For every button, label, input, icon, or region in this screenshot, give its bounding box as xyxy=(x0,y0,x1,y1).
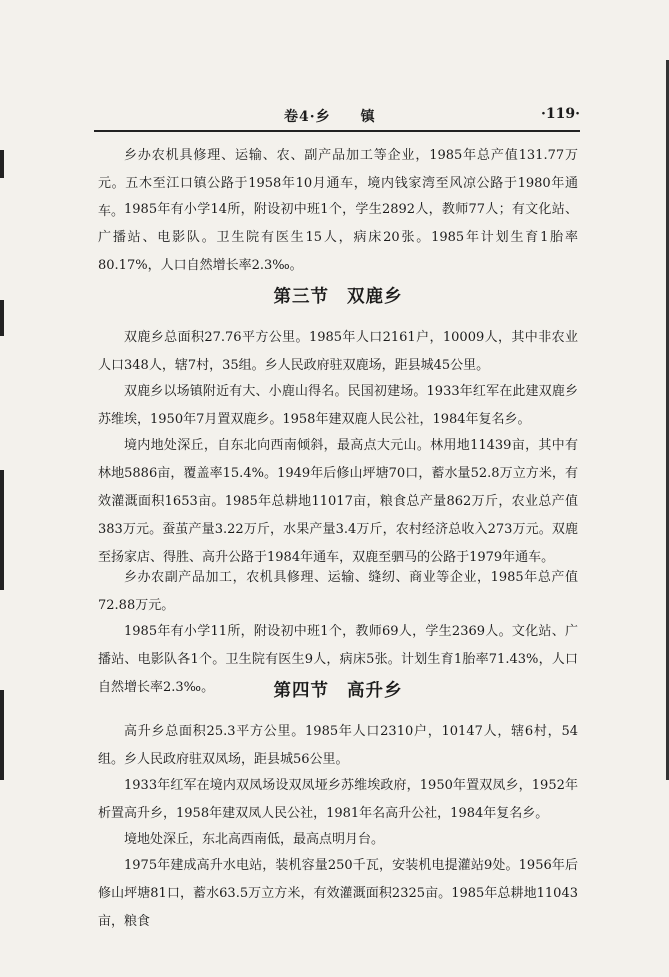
paragraph: 境地处深丘，东北高西南低，最高点明月台。 xyxy=(124,832,385,847)
paragraph: 高升乡总面积25.3平方公里。1985年人口2310户，10147人，辖6村，54组。乡人民政府驻双凤场，距县城56公里。 xyxy=(98,724,578,767)
scan-edge-mark xyxy=(0,300,4,336)
section-title: 高升乡 xyxy=(347,681,403,701)
paragraph: 双鹿乡总面积27.76平方公里。1985年人口2161户，10009人，其中非农业人口348人，辖7村，35组。乡人民政府驻双鹿场，距县城45公里。 xyxy=(98,330,578,373)
paragraph: 1985年有小学14所，附设初中班1个，学生2892人，教师77人；有文化站、广播站、电影队。卫生院有医生15人，病床20张。1985年计划生育1胎率80.17%，人口自然增长率2.3‰。 xyxy=(98,202,578,273)
section-number: 第三节 xyxy=(273,287,329,307)
section-number: 第四节 xyxy=(273,681,329,701)
paragraph: 境内地处深丘，自东北向西南倾斜，最高点大元山。林用地11439亩，其中有林地5886亩，覆盖率15.4%。1949年后修山坪塘70口，蓄水量52.8万立方米，有效灌溉面积1653亩。1985年总耕地11017亩，粮食总产量862万斤，农业总产值383万元。蚕茧产量3.22万斤，水果产量3.4万斤，农村经济总收入273万元。双鹿至扬家店、得胜、高升公路于1984年通车，双鹿至驷马的公路于1979年通车。 xyxy=(98,438,578,565)
header-rule xyxy=(94,130,580,132)
paragraph: 1975年建成高升水电站，装机容量250千瓦，安装机电提灌站9处。1956年后修山坪塘81口，蓄水63.5万立方米，有效灌溉面积2325亩。1985年总耕地11043亩，粮食 xyxy=(98,858,578,929)
section-heading xyxy=(98,283,578,308)
section-title: 双鹿乡 xyxy=(347,287,403,307)
paragraph: 乡办农副产品加工，农机具修理、运输、缝纫、商业等企业，1985年总产值72.88万元。 xyxy=(98,570,578,613)
page-number: ·119· xyxy=(541,106,580,122)
section-heading xyxy=(98,677,578,702)
scan-edge-mark xyxy=(0,690,4,780)
scan-edge-mark xyxy=(0,150,4,178)
chapter-title: 卷4·乡 镇 xyxy=(284,109,376,125)
paragraph: 1933年红军在境内双凤场设双凤垭乡苏维埃政府，1950年置双凤乡，1952年析置高升乡，1958年建双凤人民公社，1981年名高升公社，1984年复名乡。 xyxy=(98,778,578,821)
paragraph: 1985年有小学11所，附设初中班1个，教师69人，学生2369人。文化站、广播站、电影队各1个。卫生院有医生9人，病床5张。计划生育1胎率71.43%，人口自然增长率2.3‰。 xyxy=(98,624,578,695)
scan-edge-mark xyxy=(0,470,4,590)
paragraph: 乡办农机具修理、运输、农、副产品加工等企业，1985年总产值131.77万元。五木至江口镇公路于1958年10月通车，境内钱家湾至风凉公路于1980年通车。 xyxy=(98,148,578,219)
running-header xyxy=(94,104,580,128)
paragraph: 双鹿乡以场镇附近有大、小鹿山得名。民国初建场。1933年红军在此建双鹿乡苏维埃，1950年7月置双鹿乡。1958年建双鹿人民公社，1984年复名乡。 xyxy=(98,384,578,427)
